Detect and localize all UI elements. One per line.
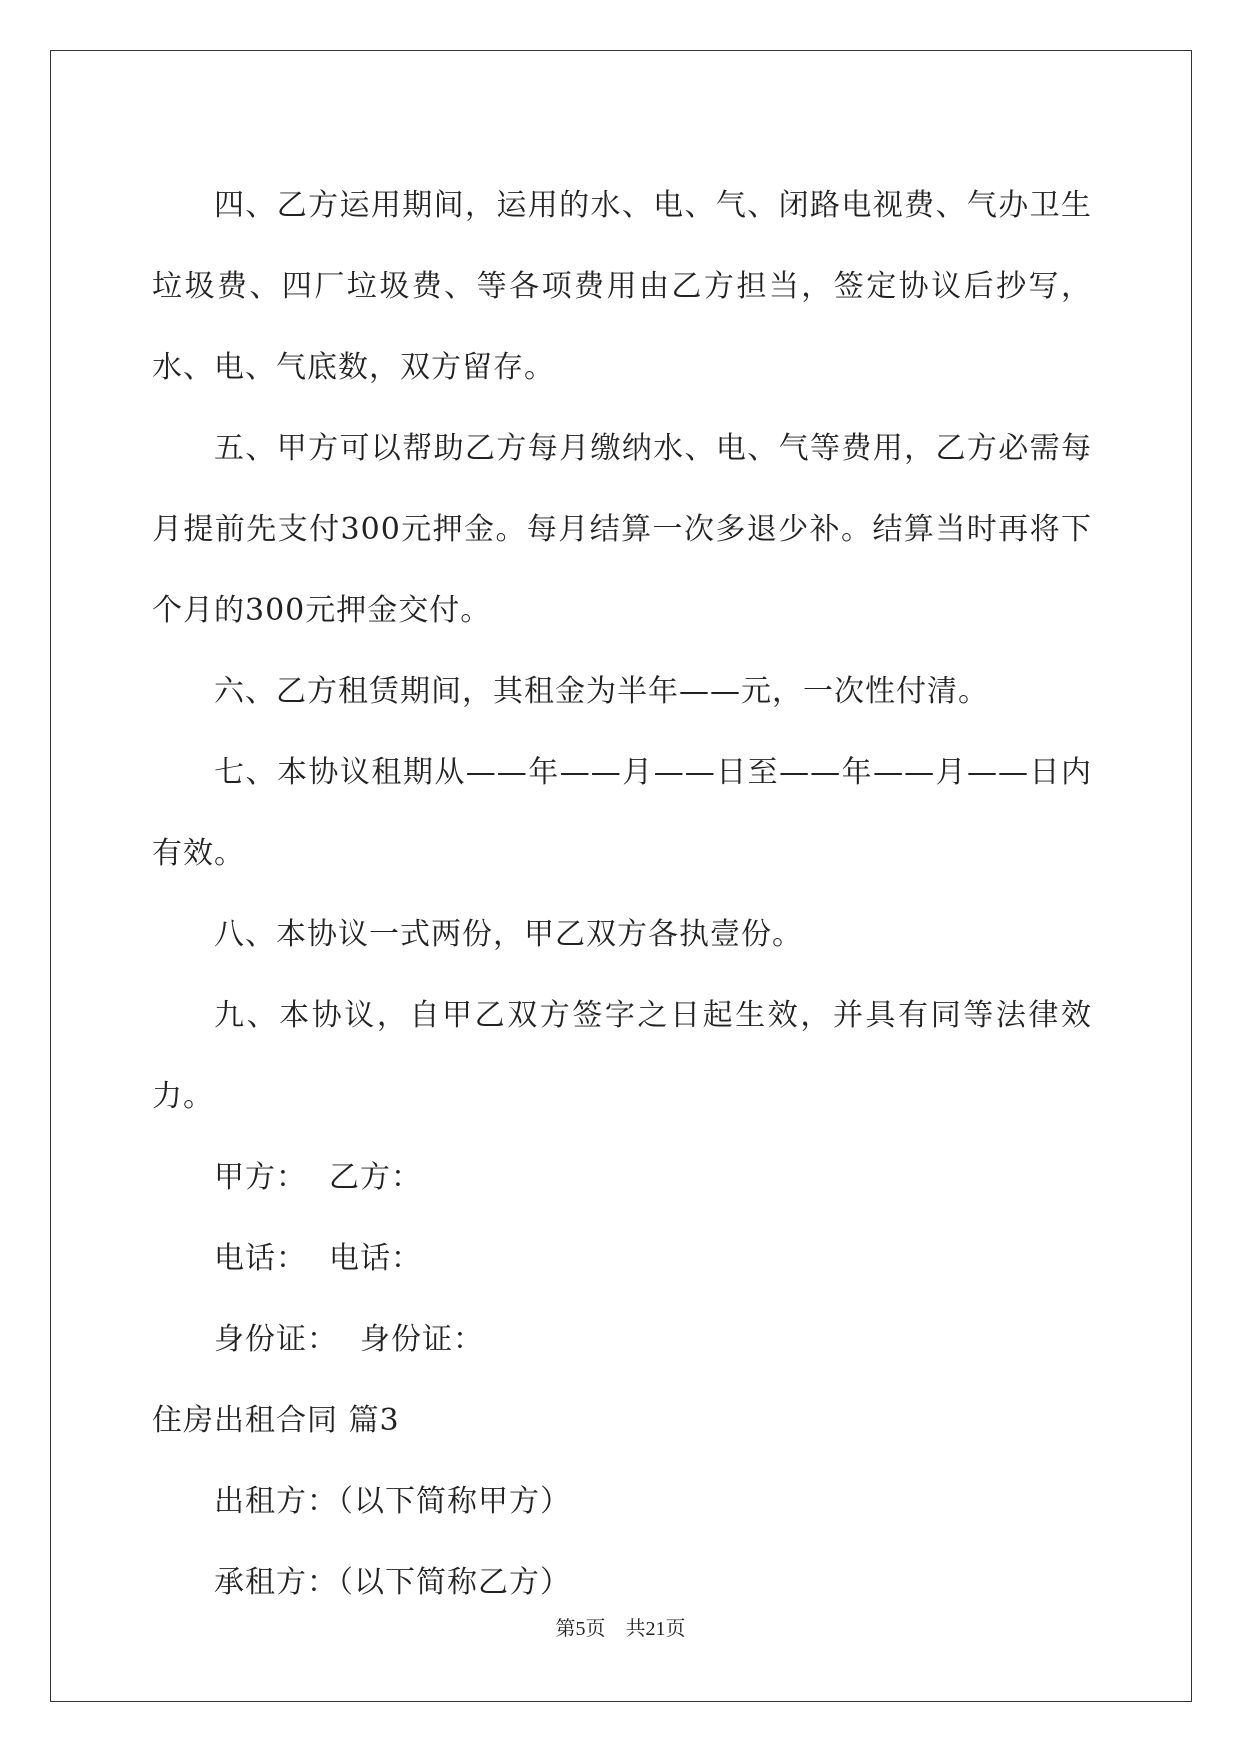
signature-phone-row — [152, 1218, 1092, 1299]
clause-six: 六、乙方租赁期间，其租金为半年——元，一次性付清。 — [214, 674, 989, 709]
clause-five: 五、甲方可以帮助乙方每月缴纳水、电、气等费用，乙方必需每月提前先支付300元押金。每月结算一次多退少补。结算当时再将下个月的300元押金交付。 — [152, 431, 1092, 628]
page-total: 共21页 — [625, 1618, 686, 1640]
clause-seven: 七、本协议租期从——年——月——日至——年——月——日内有效。 — [152, 755, 1092, 871]
section-title: 住房出租合同 篇3 — [152, 1403, 400, 1438]
phone-b-label: 电话： — [329, 1241, 422, 1276]
signature-id-row — [152, 1299, 1092, 1380]
lessee-line: 承租方：（以下简称乙方） — [214, 1565, 571, 1600]
lessor-line: 出租方：（以下简称甲方） — [214, 1484, 571, 1519]
id-b-label: 身份证： — [360, 1322, 484, 1357]
document-body — [152, 165, 1092, 1623]
clause-nine: 九、本协议，自甲乙双方签字之日起生效，并具有同等法律效力。 — [152, 998, 1092, 1114]
clause-eight: 八、本协议一式两份，甲乙双方各执壹份。 — [214, 917, 803, 952]
page-number: 第5页 — [555, 1618, 606, 1640]
id-a-label: 身份证： — [214, 1322, 338, 1357]
party-b-label: 乙方： — [329, 1160, 422, 1195]
clause-four: 四、乙方运用期间，运用的水、电、气、闭路电视费、气办卫生垃圾费、四厂垃圾费、等各项费用由乙方担当，签定协议后抄写，水、电、气底数，双方留存。 — [152, 188, 1092, 385]
signature-party-row — [152, 1137, 1092, 1218]
page-footer — [0, 1612, 1241, 1641]
party-a-label: 甲方： — [214, 1160, 307, 1195]
phone-a-label: 电话： — [214, 1241, 307, 1276]
